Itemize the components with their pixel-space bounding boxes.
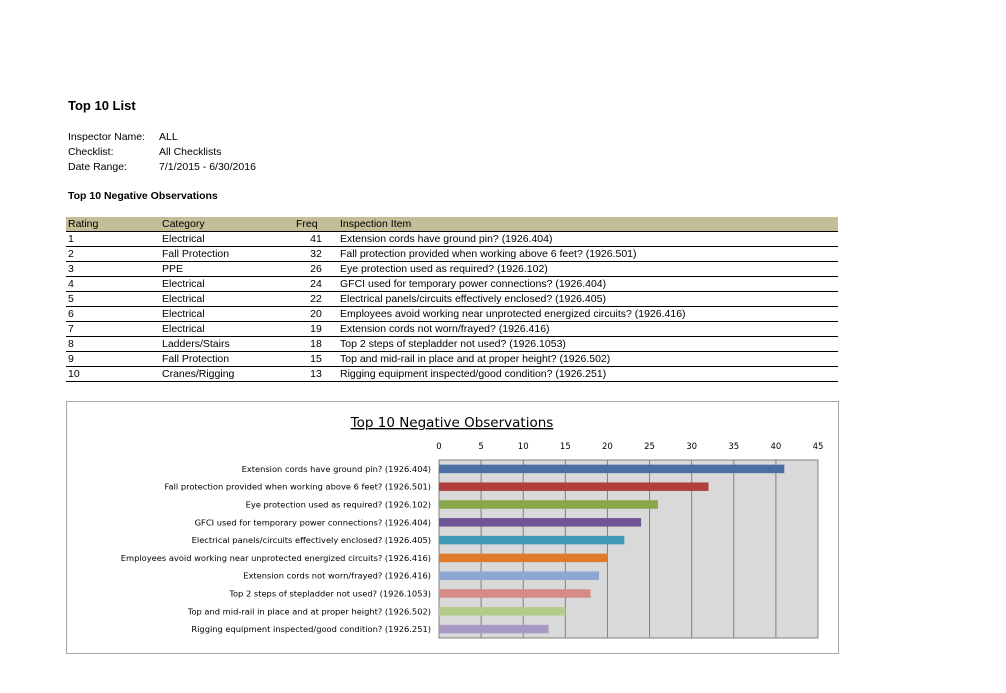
cell-freq: 24 bbox=[294, 277, 338, 292]
cell-category: Electrical bbox=[160, 307, 294, 322]
table-row bbox=[66, 307, 838, 322]
category-label: Electrical panels/circuits effectively enclosed? (1926.405) bbox=[191, 535, 431, 546]
cell-rating: 1 bbox=[66, 232, 160, 247]
cell-freq: 41 bbox=[294, 232, 338, 247]
cell-inspection-item: Fall protection provided when working above 6 feet? (1926.501) bbox=[338, 247, 838, 262]
cell-category: Cranes/Rigging bbox=[160, 367, 294, 382]
cell-inspection-item: Rigging equipment inspected/good condition? (1926.251) bbox=[338, 367, 838, 382]
chart-canvas bbox=[67, 402, 838, 653]
x-tick-label: 30 bbox=[686, 442, 698, 452]
checklist-row bbox=[68, 145, 256, 160]
bar bbox=[439, 607, 565, 616]
category-label: Top 2 steps of stepladder not used? (1926.1053) bbox=[229, 588, 431, 599]
bar bbox=[439, 465, 784, 474]
bar bbox=[439, 500, 658, 509]
bar bbox=[439, 625, 548, 634]
cell-freq: 18 bbox=[294, 337, 338, 352]
x-tick-label: 0 bbox=[436, 442, 442, 452]
cell-category: Fall Protection bbox=[160, 247, 294, 262]
bar bbox=[439, 589, 591, 598]
category-label: Employees avoid working near unprotected energized circuits? (1926.416) bbox=[120, 552, 431, 563]
cell-freq: 19 bbox=[294, 322, 338, 337]
header-inspection-item: Inspection Item bbox=[338, 217, 838, 232]
cell-inspection-item: Extension cords have ground pin? (1926.404) bbox=[338, 232, 838, 247]
observations-chart bbox=[66, 401, 839, 654]
cell-rating: 8 bbox=[66, 337, 160, 352]
checklist-value: All Checklists bbox=[159, 146, 222, 158]
table-row bbox=[66, 337, 838, 352]
date-range-label: Date Range: bbox=[68, 161, 127, 173]
table-header-row bbox=[66, 217, 838, 232]
category-label: Fall protection provided when working above 6 feet? (1926.501) bbox=[164, 481, 431, 492]
category-label: Rigging equipment inspected/good condition? (1926.251) bbox=[191, 624, 431, 635]
cell-rating: 2 bbox=[66, 247, 160, 262]
cell-rating: 5 bbox=[66, 292, 160, 307]
x-tick-label: 5 bbox=[478, 442, 484, 452]
table-row bbox=[66, 232, 838, 247]
inspector-label: Inspector Name: bbox=[68, 131, 146, 143]
table-row bbox=[66, 367, 838, 382]
table-row bbox=[66, 247, 838, 262]
cell-inspection-item: Eye protection used as required? (1926.102) bbox=[338, 262, 838, 277]
chart-title: Top 10 Negative Observations bbox=[350, 415, 554, 431]
cell-freq: 13 bbox=[294, 367, 338, 382]
x-tick-label: 40 bbox=[770, 442, 782, 452]
cell-category: Fall Protection bbox=[160, 352, 294, 367]
category-label: Extension cords have ground pin? (1926.404) bbox=[241, 463, 431, 474]
cell-rating: 3 bbox=[66, 262, 160, 277]
x-tick-label: 35 bbox=[728, 442, 740, 452]
checklist-label: Checklist: bbox=[68, 146, 114, 158]
x-tick-label: 15 bbox=[559, 442, 571, 452]
cell-rating: 6 bbox=[66, 307, 160, 322]
cell-inspection-item: Top and mid-rail in place and at proper height? (1926.502) bbox=[338, 352, 838, 367]
header-category: Category bbox=[160, 217, 294, 232]
inspector-row bbox=[68, 130, 256, 145]
cell-inspection-item: GFCI used for temporary power connections? (1926.404) bbox=[338, 277, 838, 292]
cell-category: Electrical bbox=[160, 292, 294, 307]
cell-freq: 32 bbox=[294, 247, 338, 262]
observations-table bbox=[66, 217, 838, 382]
cell-rating: 9 bbox=[66, 352, 160, 367]
cell-rating: 7 bbox=[66, 322, 160, 337]
cell-category: Electrical bbox=[160, 232, 294, 247]
category-label: Top and mid-rail in place and at proper height? (1926.502) bbox=[187, 606, 431, 617]
cell-category: Electrical bbox=[160, 322, 294, 337]
bar bbox=[439, 518, 641, 527]
cell-category: Electrical bbox=[160, 277, 294, 292]
bar bbox=[439, 571, 599, 580]
category-label: Eye protection used as required? (1926.102) bbox=[245, 499, 431, 510]
date-range-value: 7/1/2015 - 6/30/2016 bbox=[159, 161, 256, 173]
bar bbox=[439, 536, 624, 545]
cell-freq: 26 bbox=[294, 262, 338, 277]
inspector-value: ALL bbox=[159, 131, 178, 143]
category-label: Extension cords not worn/frayed? (1926.416) bbox=[243, 570, 431, 581]
cell-freq: 20 bbox=[294, 307, 338, 322]
cell-inspection-item: Top 2 steps of stepladder not used? (1926.1053) bbox=[338, 337, 838, 352]
cell-rating: 10 bbox=[66, 367, 160, 382]
cell-freq: 15 bbox=[294, 352, 338, 367]
bar bbox=[439, 482, 709, 491]
x-tick-label: 45 bbox=[812, 442, 824, 452]
cell-inspection-item: Electrical panels/circuits effectively enclosed? (1926.405) bbox=[338, 292, 838, 307]
cell-freq: 22 bbox=[294, 292, 338, 307]
table-row bbox=[66, 262, 838, 277]
cell-category: Ladders/Stairs bbox=[160, 337, 294, 352]
category-label: GFCI used for temporary power connections? (1926.404) bbox=[194, 517, 431, 528]
bar bbox=[439, 554, 607, 563]
x-tick-label: 25 bbox=[644, 442, 655, 452]
cell-category: PPE bbox=[160, 262, 294, 277]
x-tick-label: 10 bbox=[517, 442, 529, 452]
x-tick-label: 20 bbox=[602, 442, 613, 452]
header-freq: Freq bbox=[294, 217, 338, 232]
table-row bbox=[66, 322, 838, 337]
date-range-row bbox=[68, 160, 256, 175]
table-row bbox=[66, 292, 838, 307]
report-title: Top 10 List bbox=[68, 98, 136, 113]
table-row bbox=[66, 352, 838, 367]
header-rating: Rating bbox=[66, 217, 160, 232]
table-row bbox=[66, 277, 838, 292]
cell-inspection-item: Extension cords not worn/frayed? (1926.416) bbox=[338, 322, 838, 337]
cell-rating: 4 bbox=[66, 277, 160, 292]
report-meta bbox=[68, 130, 256, 175]
cell-inspection-item: Employees avoid working near unprotected energized circuits? (1926.416) bbox=[338, 307, 838, 322]
section-title: Top 10 Negative Observations bbox=[68, 190, 218, 202]
